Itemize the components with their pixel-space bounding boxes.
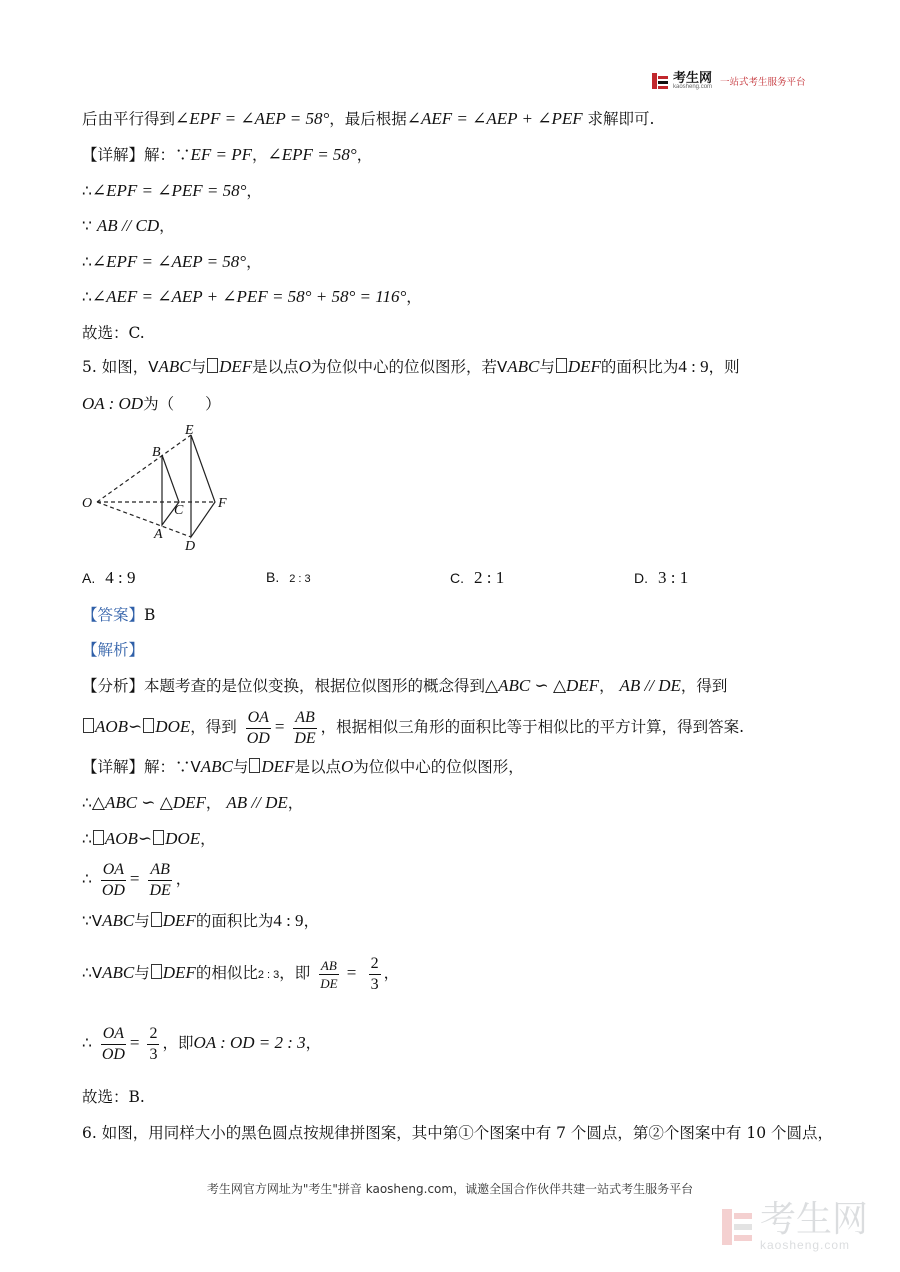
label-F: F xyxy=(218,496,227,511)
watermark-name: 考生网 xyxy=(760,1199,869,1240)
choice-a[interactable]: A. 4 : 9 xyxy=(82,568,136,587)
answer-value: B xyxy=(144,606,156,624)
label-B: B xyxy=(152,445,161,460)
choice-b[interactable]: B. 2 : 3 xyxy=(266,569,311,585)
homothety-figure xyxy=(78,422,238,554)
question-5-line-2: OA : OD为（ ） xyxy=(82,394,221,413)
logo-name: 考生网 xyxy=(673,70,713,85)
kaosheng-logo-icon xyxy=(651,72,669,90)
label-D: D xyxy=(185,539,196,554)
label-E: E xyxy=(185,423,194,438)
header-logo xyxy=(651,72,806,90)
watermark xyxy=(720,1199,869,1252)
logo-domain: kaosheng.com xyxy=(673,84,713,90)
detail-line-1: 【详解】解：∵VABC与 DEF是以点O为位似中心的位似图形， xyxy=(82,757,524,776)
analysis-line-1: 【分析】本题考查的是位似变换，根据位似图形的概念得到△ABC ∽ △DEF， AB // DE，得到 xyxy=(82,676,728,695)
header-slogan: 一站式考生服务平台 xyxy=(720,77,806,88)
solution-line-2: 【详解】解：∵EF = PF，∠EPF = 58°， xyxy=(82,145,373,164)
choice-c[interactable]: C. 2 : 1 xyxy=(450,568,505,587)
detail-line-4: ∴ $\frac{OA}{OD}$ = $\frac{AB}{DE}$ ， xyxy=(82,860,192,899)
solution-line-7: 故选：C. xyxy=(82,324,145,342)
watermark-logo-icon xyxy=(720,1207,754,1247)
solution-line-5: ∴∠EPF = ∠AEP = 58°， xyxy=(82,252,262,271)
label-A: A xyxy=(154,527,163,542)
solution-line-4: ∵ AB // CD， xyxy=(82,216,175,235)
answer-line xyxy=(82,604,155,626)
detail-line-3: ∴ AOB∽ DOE， xyxy=(82,829,216,848)
footer-text: 考生网官方网址为"考生"拼音 kaosheng.com，诚邀全国合作伙伴共建一站式考生服务平台 xyxy=(206,1182,694,1196)
detail-line-7: ∴ $\frac{OA}{OD}$ = $\frac{2}{3}$ ，即OA : OD = 2 : 3， xyxy=(82,1024,322,1063)
line-OE xyxy=(97,435,191,502)
label-O: O xyxy=(82,496,93,511)
label-C: C xyxy=(174,503,184,518)
detail-line-5: ∵VABC与 DEF的面积比为4 : 9， xyxy=(82,911,320,930)
detail-line-2: ∴△ABC ∽ △DEF， AB // DE， xyxy=(82,793,304,812)
solution-line-1: 后由平行得到∠EPF = ∠AEP = 58°，最后根据∠AEF = ∠AEP + ∠PEF 求解即可. xyxy=(82,109,655,128)
question-5-line-1: 5. 如图，VABC与 DEF是以点O为位似中心的位似图形，若VABC与 DEF的面积比为4 : 9，则 xyxy=(82,357,740,376)
solution-line-3: ∴∠EPF = ∠PEF = 58°， xyxy=(82,181,262,200)
detail-line-6: ∴VABC与 DEF的相似比2 : 3，即 $\frac{AB}{DE}$ = $\frac{2}{3}$ ， xyxy=(82,954,400,993)
answer-tag: 【答案】 xyxy=(82,606,145,624)
detail-line-8: 故选：B. xyxy=(82,1088,145,1106)
choice-d[interactable]: D. 3 : 1 xyxy=(634,568,689,587)
question-6-line-1: 6. 如图，用同样大小的黑色圆点按规律拼图案，其中第①个图案中有 7 个圆点，第②个图案中有 10 个圆点， xyxy=(82,1124,834,1142)
analysis-tag: 【解析】 xyxy=(82,641,145,659)
solution-line-6: ∴∠AEF = ∠AEP + ∠PEF = 58° + 58° = 116°， xyxy=(82,287,422,306)
watermark-domain: kaosheng.com xyxy=(760,1238,851,1252)
analysis-line-2: AOB∽ DOE，得到 $\frac{OA}{OD}$ = $\frac{AB}{DE}$ ，根据相似三角形的面积比等于相似比的平方计算，得到答案. xyxy=(82,705,744,749)
triangle-DEF xyxy=(191,435,215,537)
